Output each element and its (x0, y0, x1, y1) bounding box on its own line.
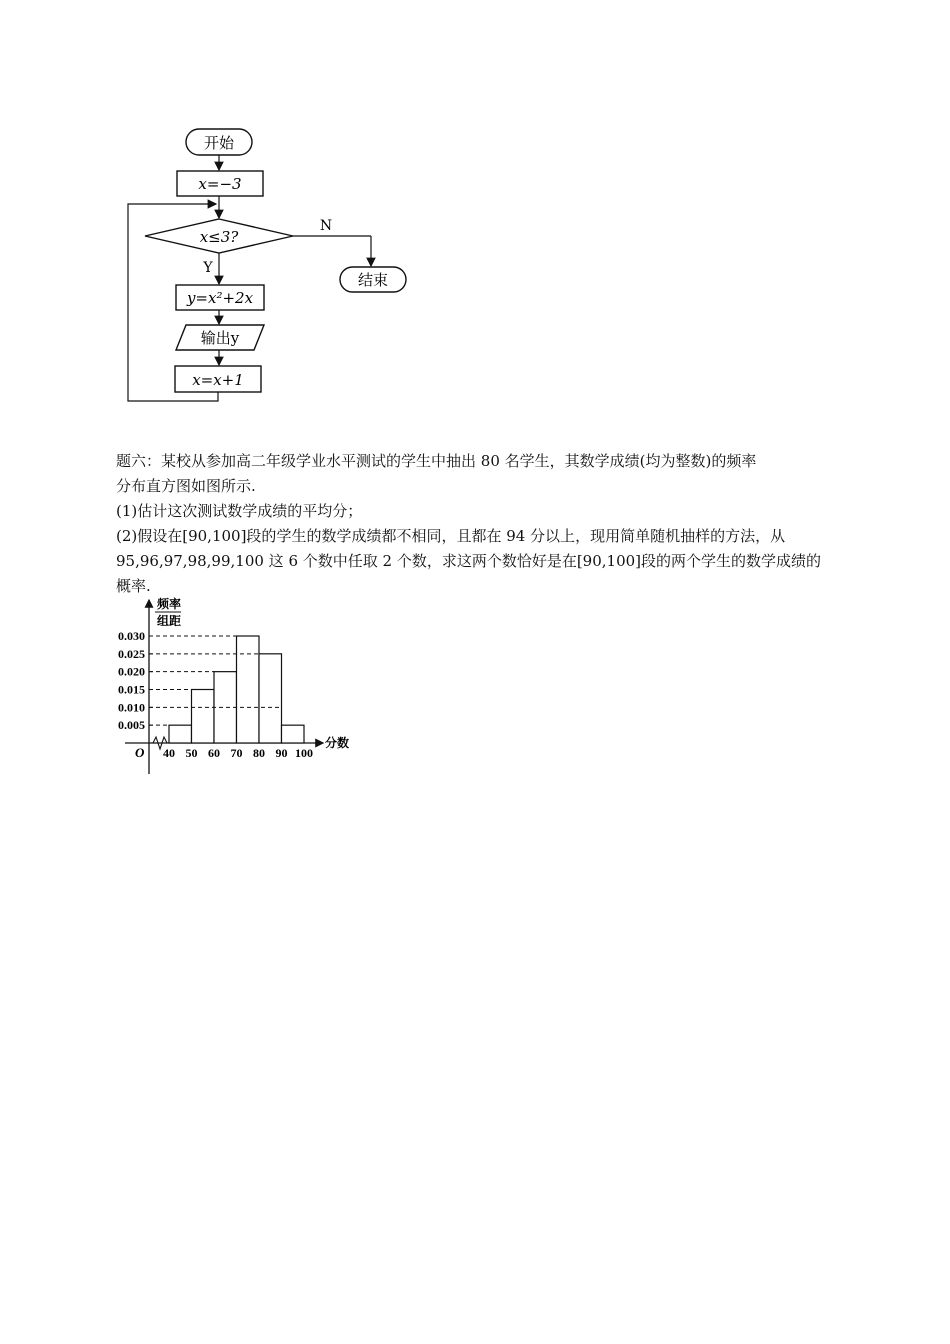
x-tick-label: 100 (295, 746, 313, 760)
yes-label: Y (203, 260, 213, 276)
flowchart-svg (120, 120, 420, 410)
histogram (105, 590, 365, 780)
x-tick-label: 40 (163, 746, 175, 760)
histogram-svg (105, 590, 365, 780)
y-tick-label: 0.030 (118, 629, 145, 643)
start-label: 开始 (203, 134, 235, 152)
compute-label: y=x²+2x (186, 289, 254, 307)
init-label: x=−3 (198, 175, 242, 193)
question-1: (1)估计这次测试数学成绩的平均分； (116, 502, 363, 520)
y-tick-label: 0.015 (118, 682, 145, 697)
problem-line: 题六：某校从参加高二年级学业水平测试的学生中抽出 80 名学生，其数学成绩(均为整数)的频率 (116, 452, 757, 470)
ylabel-top: 频率 (157, 597, 182, 611)
histogram-bar (169, 725, 192, 743)
end-label: 结束 (357, 271, 389, 289)
y-tick-label: 0.010 (118, 700, 145, 715)
histogram-bar (192, 690, 215, 744)
ylabel-bottom: 组距 (157, 614, 182, 628)
y-tick-label: 0.025 (118, 646, 145, 661)
histogram-bar (282, 725, 305, 743)
y-tick-label: 0.020 (118, 664, 145, 679)
question-2-cont: 概率. (116, 577, 151, 595)
x-tick-label: 80 (253, 746, 265, 760)
question-2: (2)假设在[90,100]段的学生的数学成绩都不相同，且都在 94 分以上，现用简单随机抽样的方法，从 (116, 527, 786, 545)
y-tick-label: 0.005 (118, 718, 145, 733)
condition-label: x≤3? (199, 228, 239, 246)
question-2-cont: 95,96,97,98,99,100 这 6 个数中任取 2 个数，求这两个数恰好是在[90,100]段的两个学生的数学成绩的 (116, 552, 822, 570)
increment-label: x=x+1 (192, 371, 244, 389)
flowchart (120, 120, 420, 410)
x-tick-label: 70 (230, 746, 243, 760)
x-tick-label: 90 (275, 746, 288, 760)
xlabel: 分数 (325, 736, 350, 750)
histogram-bar (259, 654, 282, 743)
x-tick-label: 50 (185, 746, 198, 760)
origin-label: O (135, 745, 145, 760)
output-label: 输出y (200, 329, 240, 347)
histogram-bar (237, 636, 260, 743)
problem-line: 分布直方图如图所示. (116, 477, 256, 495)
problem-text (116, 449, 840, 599)
x-tick-label: 60 (208, 746, 220, 760)
no-label: N (319, 218, 333, 234)
